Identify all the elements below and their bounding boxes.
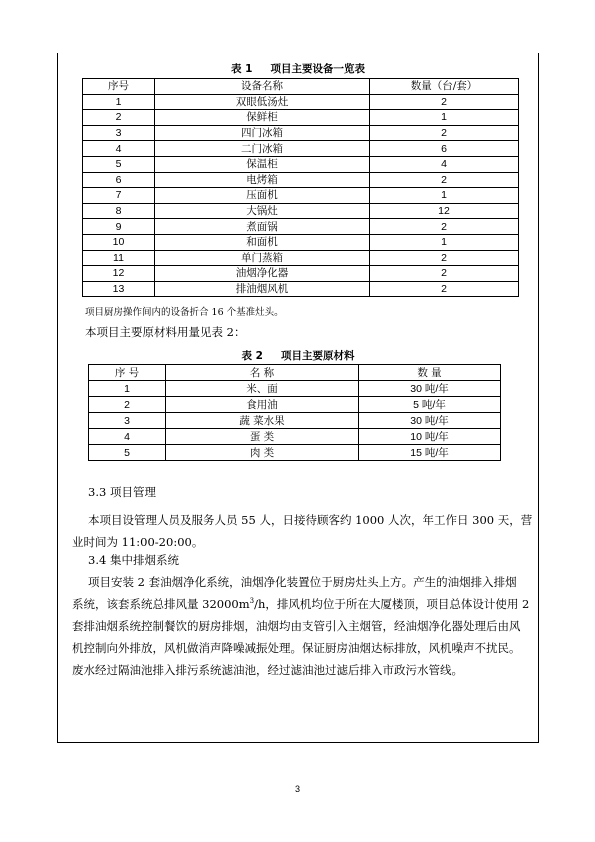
table1-cell: 6 — [370, 141, 519, 157]
superscript-3: 3 — [249, 597, 255, 606]
table-row — [83, 219, 519, 235]
table2-cell: 5 吨/年 — [359, 397, 501, 413]
table2-intro-text: 本项目主要原材料用量见表 2： — [85, 325, 246, 339]
table1-cell: 压面机 — [155, 188, 370, 204]
table1-cell: 2 — [370, 172, 519, 188]
table1-cell: 排油烟风机 — [155, 281, 370, 297]
section-3-4-line-1: 项目安装 2 套油烟净化系统，油烟净化装置位于厨房灶头上方。产生的油烟排入排烟 — [88, 575, 517, 589]
table-row — [83, 172, 519, 188]
table1-header-cell: 序号 — [83, 79, 155, 95]
table-row — [83, 125, 519, 141]
table2-header-row — [89, 365, 501, 381]
table1-cell: 1 — [370, 234, 519, 250]
table1-cell: 2 — [83, 110, 155, 126]
table1-cell: 6 — [83, 172, 155, 188]
table-row — [83, 281, 519, 297]
equipment-table — [82, 78, 519, 297]
table1-cell: 油烟净化器 — [155, 266, 370, 282]
section-3-4 — [72, 549, 528, 681]
section-3-4-line-5: 废水经过隔油池排入排污系统滤油池，经过滤油池过滤后排入市政污水管线。 — [72, 663, 463, 677]
table1-cell: 1 — [370, 110, 519, 126]
table1-cell: 4 — [83, 141, 155, 157]
table2-cell: 蛋 类 — [166, 429, 359, 445]
table2-cell: 30 吨/年 — [359, 381, 501, 397]
table2-cell: 30 吨/年 — [359, 413, 501, 429]
table2-cell: 蔬 菜水果 — [166, 413, 359, 429]
table1-cell: 二门冰箱 — [155, 141, 370, 157]
table2-caption-title: 项目主要原材料 — [280, 350, 355, 362]
table1-cell: 单门蒸箱 — [155, 250, 370, 266]
section-3-4-heading: 3.4 集中排烟系统 — [88, 553, 179, 567]
table1-cell: 11 — [83, 250, 155, 266]
table1-cell: 2 — [370, 250, 519, 266]
table-row — [83, 156, 519, 172]
table-row — [89, 429, 501, 445]
table2-intro-paragraph — [72, 321, 528, 343]
page-number: 3 — [294, 784, 300, 794]
table1-cell: 大锅灶 — [155, 203, 370, 219]
table1-cell: 1 — [370, 188, 519, 204]
table-row — [83, 110, 519, 126]
table-row — [83, 234, 519, 250]
section-3-4-line-3: 套排油烟系统控制餐饮的厨房排烟，油烟均由支管引入主烟管，经油烟净化器处理后由风 — [72, 619, 521, 633]
section-3-3-line-2: 业时间为 11:00-20:00。 — [72, 535, 204, 549]
section-3-4-line-2-part-a: 系统，该套系统总排风量 32000m — [72, 597, 250, 611]
table-row — [89, 381, 501, 397]
table1-caption — [57, 61, 539, 76]
table2-cell: 肉 类 — [166, 445, 359, 461]
table2-header-cell: 序 号 — [89, 365, 166, 381]
table1-cell: 双眼低汤灶 — [155, 94, 370, 110]
section-3-3-line-1: 本项目设管理人员及服务人员 55 人，日接待顾客约 1000 人次，年工作日 300 天，营 — [88, 513, 533, 527]
table-row — [83, 188, 519, 204]
table2-cell: 2 — [89, 397, 166, 413]
table1-cell: 2 — [370, 281, 519, 297]
table1-cell: 电烤箱 — [155, 172, 370, 188]
table2-caption-number: 表 2 — [241, 350, 263, 362]
table1-caption-number: 表 1 — [231, 63, 253, 75]
materials-table — [88, 364, 501, 461]
table1-cell: 4 — [370, 156, 519, 172]
table1-cell: 5 — [83, 156, 155, 172]
table1-cell: 保鲜柜 — [155, 110, 370, 126]
table1-cell: 2 — [370, 266, 519, 282]
table1-cell: 9 — [83, 219, 155, 235]
table1-cell: 10 — [83, 234, 155, 250]
section-3-4-line-2 — [72, 593, 528, 615]
table1-cell: 12 — [370, 203, 519, 219]
table-row — [83, 266, 519, 282]
table1-cell: 煮面锅 — [155, 219, 370, 235]
table2-cell: 5 — [89, 445, 166, 461]
table1-header-row — [83, 79, 519, 95]
table2-cell: 食用油 — [166, 397, 359, 413]
table1-cell: 7 — [83, 188, 155, 204]
table2-header-cell: 名 称 — [166, 365, 359, 381]
table1-cell: 2 — [370, 219, 519, 235]
table1-cell: 1 — [83, 94, 155, 110]
table-row — [83, 203, 519, 219]
table-row — [89, 413, 501, 429]
table2-cell: 15 吨/年 — [359, 445, 501, 461]
table-row — [89, 445, 501, 461]
table1-header-cell: 数量（台/套） — [370, 79, 519, 95]
table1-cell: 13 — [83, 281, 155, 297]
table1-cell: 3 — [83, 125, 155, 141]
table1-cell: 和面机 — [155, 234, 370, 250]
table1-cell: 保温柜 — [155, 156, 370, 172]
table1-cell: 四门冰箱 — [155, 125, 370, 141]
table-row — [83, 94, 519, 110]
section-3-3 — [72, 481, 533, 553]
table1-caption-title: 项目主要设备一览表 — [270, 63, 365, 75]
table-row — [83, 141, 519, 157]
table1-cell: 8 — [83, 203, 155, 219]
table2-cell: 4 — [89, 429, 166, 445]
table2-cell: 10 吨/年 — [359, 429, 501, 445]
table1-cell: 2 — [370, 125, 519, 141]
table1-note: 项目厨房操作间内的设备折合 16 个基准灶头。 — [85, 307, 284, 318]
table2-cell: 1 — [89, 381, 166, 397]
table-row — [83, 250, 519, 266]
section-3-4-line-2-part-b: /h，排风机均位于所在大厦楼顶，项目总体设计使用 2 — [254, 597, 530, 611]
table1-cell: 2 — [370, 94, 519, 110]
table2-cell: 米、面 — [166, 381, 359, 397]
table-row — [89, 397, 501, 413]
table1-cell: 12 — [83, 266, 155, 282]
table2-caption — [57, 348, 539, 363]
section-3-4-line-4: 机控制向外排放，风机做消声降噪减振处理。保证厨房油烟达标排放，风机噪声不扰民。 — [72, 641, 521, 655]
section-3-3-heading: 3.3 项目管理 — [88, 485, 156, 499]
table2-header-cell: 数 量 — [359, 365, 501, 381]
table1-header-cell: 设备名称 — [155, 79, 370, 95]
table2-cell: 3 — [89, 413, 166, 429]
